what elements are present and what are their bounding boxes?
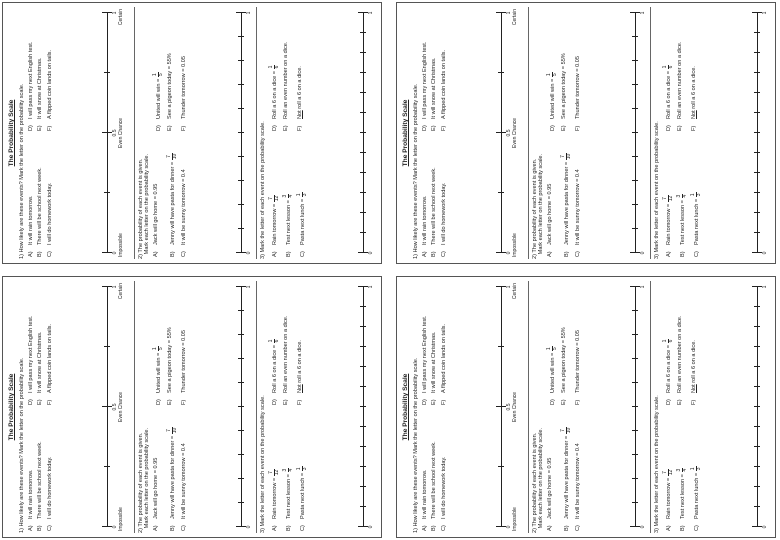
question-2 [134, 281, 256, 533]
scale-even-chance-label: Even Chance [117, 117, 124, 149]
q1-prompt: 1) How likely are these events? Mark the letter on the probability scale. [412, 83, 419, 259]
q2-item: A)Jack will go home = 0.95 [547, 183, 554, 257]
q2-item: F)Thunder tomorrow = 0.05 [181, 330, 188, 405]
q3-item: F)Not roll a 6 on a dice. [691, 340, 697, 405]
q2-item: B)Jenny will have pasta for dinner = 7 10 [560, 153, 573, 257]
scale-zero: 0 [505, 525, 512, 529]
q2-item: F)Thunder tomorrow = 0.05 [181, 56, 188, 131]
scale-zero: 0 [639, 525, 646, 529]
q2-item: A)Jack will go home = 0.95 [153, 183, 160, 257]
q1-item: B)There will be school next week. [431, 167, 438, 257]
q1-prompt: 1) How likely are these events? Mark the letter on the probability scale. [18, 83, 25, 259]
q3-item: F)Not roll a 6 on a dice. [297, 66, 303, 131]
scale-certain-label: Certain [117, 9, 124, 26]
scale-zero: 0 [367, 251, 374, 255]
question-2 [134, 7, 256, 259]
scale-half: 0.5 [505, 403, 512, 411]
q1-item: D)I will pass my next English test. [28, 41, 34, 131]
q2-item: D)United will win = 1 5 [152, 347, 165, 405]
q1-item: F)A flipped coin lands on tails. [46, 49, 53, 131]
scale-one: 1 [505, 11, 512, 15]
q3-item: A)Rain tomorrow = 7 12 [662, 469, 674, 531]
worksheet-title: The Probability Scale [8, 99, 15, 167]
q2-item: B)Jenny will have pasta for dinner = 7 10 [166, 427, 179, 531]
q3-item: D)Roll a 6 on a dice = 1 6 [268, 339, 280, 405]
q1-item: C)I will do homework today. [440, 456, 447, 531]
scale-zero: 0 [111, 251, 118, 255]
q1-prompt: 1) How likely are these events? Mark the letter on the probability scale. [412, 357, 419, 533]
question-3 [650, 281, 775, 533]
q2-item: E)See a pigeon today = 55% [167, 53, 174, 131]
q2-item: A)Jack will go home = 0.95 [153, 457, 160, 531]
q1-item: F)A flipped coin lands on tails. [440, 49, 447, 131]
worksheet-copy-top-left [2, 2, 382, 264]
scale-impossible-label: Impossible [511, 233, 518, 257]
q3-item: C)Pasta next lunch = 1 3 [690, 193, 702, 257]
q1-item: B)There will be school next week. [37, 441, 44, 531]
question-3 [650, 7, 775, 259]
q3-item: E)Roll an even number on a dice. [283, 315, 289, 405]
scale-half: 0.5 [111, 403, 118, 411]
scale-one: 1 [639, 11, 646, 15]
q2-prompt: 2) The probability of each event is given. Mark each letter on the probability scale. [137, 153, 150, 259]
q3-item: F)Not roll a 6 on a dice. [297, 340, 303, 405]
scale-zero: 0 [761, 251, 768, 255]
q3-item: C)Pasta next lunch = 1 3 [296, 193, 308, 257]
q1-prompt: 1) How likely are these events? Mark the letter on the probability scale. [18, 357, 25, 533]
scale-one: 1 [367, 285, 374, 289]
worksheet-copy-bottom-right [396, 276, 776, 538]
q2-item: F)Thunder tomorrow = 0.05 [575, 56, 582, 131]
scale-one: 1 [639, 285, 646, 289]
worksheet [2, 2, 382, 264]
worksheet-title: The Probability Scale [402, 373, 409, 441]
q2-item: C)It will be sunny tomorrow = 0.4 [181, 169, 188, 257]
q2-prompt: 2) The probability of each event is given. Mark each letter on the probability scale. [531, 427, 544, 533]
question-3 [256, 7, 381, 259]
q2-item: A)Jack will go home = 0.95 [547, 457, 554, 531]
q1-item: D)I will pass my next English test. [422, 41, 428, 131]
q2-item: E)See a pigeon today = 55% [167, 327, 174, 405]
scale-one: 1 [761, 285, 768, 289]
q3-item: C)Pasta next lunch = 1 3 [690, 467, 702, 531]
scale-zero: 0 [245, 251, 252, 255]
q3-item: D)Roll a 6 on a dice = 1 6 [662, 339, 674, 405]
scale-certain-label: Certain [511, 283, 518, 300]
q1-item: E)It will snow at Christmas. [37, 57, 44, 131]
question-1 [413, 281, 528, 533]
q3-item: E)Roll an even number on a dice. [677, 315, 683, 405]
q1-item: A)It will rain tomorrow. [28, 195, 34, 257]
scale-certain-label: Certain [511, 9, 518, 26]
q3-item: A)Rain tomorrow = 7 12 [268, 195, 280, 257]
question-2 [528, 281, 650, 533]
scale-one: 1 [111, 285, 118, 289]
scale-zero: 0 [639, 251, 646, 255]
q2-prompt: 2) The probability of each event is given. Mark each letter on the probability scale. [531, 153, 544, 259]
scale-impossible-label: Impossible [511, 507, 518, 531]
q3-item: A)Rain tomorrow = 7 12 [268, 469, 280, 531]
question-2 [528, 7, 650, 259]
question-3 [256, 281, 381, 533]
worksheet-copy-bottom-left [2, 276, 382, 538]
q3-item: E)Roll an even number on a dice. [677, 41, 683, 131]
question-1 [19, 7, 134, 259]
q1-item: C)I will do homework today. [46, 456, 53, 531]
q2-item: C)It will be sunny tomorrow = 0.4 [575, 169, 582, 257]
scale-zero: 0 [505, 251, 512, 255]
q3-item: B)Test next lesson = 3 4 [676, 468, 688, 531]
q2-item: D)United will win = 1 5 [546, 347, 559, 405]
q3-prompt: 3) Mark the letter of each event on the probability scale. [259, 121, 266, 259]
q3-item: C)Pasta next lunch = 1 3 [296, 467, 308, 531]
q2-item: C)It will be sunny tomorrow = 0.4 [575, 443, 582, 531]
worksheet [396, 2, 776, 264]
scale-even-chance-label: Even Chance [511, 117, 518, 149]
q3-item: F)Not roll a 6 on a dice. [691, 66, 697, 131]
q3-item: B)Test next lesson = 3 4 [282, 468, 294, 531]
q1-item: E)It will snow at Christmas. [431, 57, 438, 131]
q1-item: E)It will snow at Christmas. [37, 331, 44, 405]
scale-zero: 0 [111, 525, 118, 529]
scale-half: 0.5 [111, 129, 118, 137]
q2-item: D)United will win = 1 5 [546, 73, 559, 131]
q2-item: E)See a pigeon today = 55% [561, 327, 568, 405]
scale-certain-label: Certain [117, 283, 124, 300]
q1-item: B)There will be school next week. [37, 167, 44, 257]
q2-item: C)It will be sunny tomorrow = 0.4 [181, 443, 188, 531]
q2-item: B)Jenny will have pasta for dinner = 7 10 [166, 153, 179, 257]
worksheet [2, 276, 382, 538]
scale-one: 1 [761, 11, 768, 15]
q1-item: A)It will rain tomorrow. [422, 195, 428, 257]
worksheet-copy-top-right [396, 2, 776, 264]
q1-item: D)I will pass my next English test. [422, 315, 428, 405]
q3-item: B)Test next lesson = 3 4 [676, 194, 688, 257]
q1-item: F)A flipped coin lands on tails. [440, 323, 447, 405]
scale-zero: 0 [367, 525, 374, 529]
q3-prompt: 3) Mark the letter of each event on the probability scale. [653, 395, 660, 533]
q1-item: C)I will do homework today. [46, 182, 53, 257]
q2-item: B)Jenny will have pasta for dinner = 7 10 [560, 427, 573, 531]
scale-even-chance-label: Even Chance [511, 391, 518, 423]
scale-impossible-label: Impossible [117, 507, 124, 531]
q1-item: A)It will rain tomorrow. [28, 469, 34, 531]
question-1 [19, 281, 134, 533]
scale-half: 0.5 [505, 129, 512, 137]
scale-one: 1 [245, 285, 252, 289]
q3-prompt: 3) Mark the letter of each event on the probability scale. [259, 395, 266, 533]
worksheet [396, 276, 776, 538]
q1-item: F)A flipped coin lands on tails. [46, 323, 53, 405]
question-1 [413, 7, 528, 259]
q1-item: B)There will be school next week. [431, 441, 438, 531]
q1-item: E)It will snow at Christmas. [431, 331, 438, 405]
q3-prompt: 3) Mark the letter of each event on the probability scale. [653, 121, 660, 259]
q3-item: D)Roll a 6 on a dice = 1 6 [268, 65, 280, 131]
scale-one: 1 [111, 11, 118, 15]
worksheet-title: The Probability Scale [8, 373, 15, 441]
scale-impossible-label: Impossible [117, 233, 124, 257]
q2-item: F)Thunder tomorrow = 0.05 [575, 330, 582, 405]
q3-item: A)Rain tomorrow = 7 12 [662, 195, 674, 257]
q3-item: B)Test next lesson = 3 4 [282, 194, 294, 257]
scale-even-chance-label: Even Chance [117, 391, 124, 423]
scale-one: 1 [367, 11, 374, 15]
worksheet-title: The Probability Scale [402, 99, 409, 167]
q3-item: E)Roll an even number on a dice. [283, 41, 289, 131]
q2-prompt: 2) The probability of each event is given. Mark each letter on the probability scale. [137, 427, 150, 533]
q1-item: C)I will do homework today. [440, 182, 447, 257]
scale-one: 1 [505, 285, 512, 289]
q3-item: D)Roll a 6 on a dice = 1 6 [662, 65, 674, 131]
q2-item: D)United will win = 1 5 [152, 73, 165, 131]
q1-item: D)I will pass my next English test. [28, 315, 34, 405]
scale-zero: 0 [245, 525, 252, 529]
scale-zero: 0 [761, 525, 768, 529]
q2-item: E)See a pigeon today = 55% [561, 53, 568, 131]
scale-one: 1 [245, 11, 252, 15]
q1-item: A)It will rain tomorrow. [422, 469, 428, 531]
